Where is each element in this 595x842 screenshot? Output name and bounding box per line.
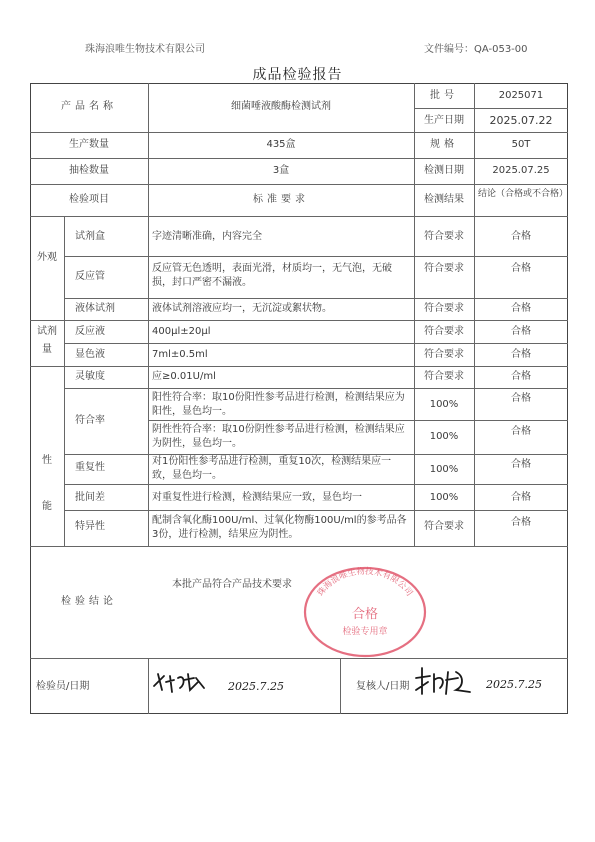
spec-value: 50T xyxy=(511,139,531,150)
production-date-value: 2025.07.22 xyxy=(489,114,553,127)
row-std-tube: 反应管无色透明，表面光滑，材质均一，无气泡，无破损，封口严密不漏液。 xyxy=(152,263,392,288)
group-performance-label: 性能 xyxy=(42,455,52,512)
stamp-line1: 合格 xyxy=(351,607,379,622)
reviewer-date: 2025.7.25 xyxy=(486,678,542,691)
row-item-kit: 试剂盒 xyxy=(75,231,105,242)
row-conclusion-batch-difference: 合格 xyxy=(511,492,531,503)
row-item-sensitivity: 灵敏度 xyxy=(75,371,105,382)
row-std-repeatability: 对1份阳性参考品进行检测，重复10次，检测结果应一致，显色均一。 xyxy=(152,456,392,481)
svg-text:珠海浪唯生物技术有限公司 xyxy=(315,566,414,599)
product-name-label: 产品名称 xyxy=(61,101,117,112)
row-result-liquid: 符合要求 xyxy=(424,303,464,314)
batch-value: 2025071 xyxy=(498,90,544,101)
items-header-conclusion: 结论（合格或不合格） xyxy=(478,189,569,199)
conclusion-label: 检验结论 xyxy=(61,596,117,607)
stamp-line2: 检验专用章 xyxy=(342,627,388,637)
row-result-specificity: 符合要求 xyxy=(424,521,464,532)
row-result-kit: 符合要求 xyxy=(424,231,464,242)
test-date-label: 检测日期 xyxy=(424,165,464,176)
row-std-kit: 字迹清晰准确，内容完全 xyxy=(152,231,262,242)
row-std-reaction-liquid: 400μl±20μl xyxy=(152,326,211,337)
row-conclusion-tube: 合格 xyxy=(511,263,531,274)
group-appearance-label: 外观 xyxy=(37,252,57,263)
row-result-negative-concordance: 100% xyxy=(429,431,459,442)
row-std-batch-difference: 对重复性进行检测，检测结果应一致，显色均一 xyxy=(152,492,362,503)
row-conclusion-positive-concordance: 合格 xyxy=(511,393,531,404)
row-item-batch-difference: 批间差 xyxy=(75,492,105,503)
items-header-result: 检测结果 xyxy=(424,194,464,205)
items-header-item: 检验项目 xyxy=(69,194,109,205)
inspector-label: 检验员/日期 xyxy=(36,681,90,692)
row-result-tube: 符合要求 xyxy=(424,263,464,274)
row-item-chromogenic: 显色液 xyxy=(75,349,105,360)
inspection-stamp xyxy=(300,560,430,660)
conclusion-text: 本批产品符合产品技术要求 xyxy=(172,579,292,590)
row-conclusion-chromogenic: 合格 xyxy=(511,349,531,360)
sample-qty-label: 抽检数量 xyxy=(69,165,109,176)
row-result-chromogenic: 符合要求 xyxy=(424,349,464,360)
inspector-date: 2025.7.25 xyxy=(228,680,284,693)
stamp-outer-text: 珠海浪唯生物技术有限公司 xyxy=(315,566,415,599)
row-item-liquid: 液体试剂 xyxy=(75,303,115,314)
production-date-label: 生产日期 xyxy=(424,115,464,126)
production-qty-value: 435盒 xyxy=(266,139,296,150)
sample-qty-value: 3盒 xyxy=(272,165,290,176)
report-title: 成品检验报告 xyxy=(252,67,343,83)
batch-label: 批号 xyxy=(430,90,458,101)
row-std-negative-concordance: 阴性性符合率：取10份阴性参考品进行检测，检测结果应为阴性，显色均一。 xyxy=(152,424,405,449)
row-item-reaction-liquid: 反应液 xyxy=(75,326,105,337)
row-conclusion-negative-concordance: 合格 xyxy=(511,426,531,437)
row-conclusion-liquid: 合格 xyxy=(511,303,531,314)
row-std-chromogenic: 7ml±0.5ml xyxy=(152,349,208,360)
production-qty-label: 生产数量 xyxy=(69,139,109,150)
reviewer-label: 复核人/日期 xyxy=(356,681,410,692)
row-conclusion-sensitivity: 合格 xyxy=(511,371,531,382)
test-date-value: 2025.07.25 xyxy=(492,165,550,176)
row-result-repeatability: 100% xyxy=(429,464,459,475)
group-reagent-label: 试剂量 xyxy=(37,326,57,355)
company-name: 珠海浪唯生物技术有限公司 xyxy=(85,44,205,55)
row-std-liquid: 液体试剂溶液应均一，无沉淀或絮状物。 xyxy=(152,303,332,314)
row-std-positive-concordance: 阳性符合率：取10份阳性参考品进行检测，检测结果应为阳性，显色均一。 xyxy=(152,392,405,417)
row-conclusion-specificity: 合格 xyxy=(511,517,531,528)
file-number: 文件编号：QA-053-00 xyxy=(424,44,528,55)
row-result-reaction-liquid: 符合要求 xyxy=(424,326,464,337)
reviewer-signature xyxy=(412,664,482,698)
row-item-repeatability: 重复性 xyxy=(75,462,105,473)
row-std-specificity: 配制含氧化酶100U/ml、过氧化物酶100U/ml的参考品各3份，进行检测，结果应为阴性。 xyxy=(152,515,407,540)
product-name-value: 细菌唾液酸酶检测试剂 xyxy=(231,101,331,112)
row-item-concordance: 符合率 xyxy=(75,415,105,426)
spec-label: 规格 xyxy=(430,139,458,150)
row-conclusion-reaction-liquid: 合格 xyxy=(511,326,531,337)
row-item-specificity: 特异性 xyxy=(75,521,105,532)
row-conclusion-kit: 合格 xyxy=(511,231,531,242)
row-std-sensitivity: 应≥0.01U/ml xyxy=(152,371,216,382)
row-item-tube: 反应管 xyxy=(75,271,105,282)
items-header-standard: 标准要求 xyxy=(253,194,309,205)
row-result-batch-difference: 100% xyxy=(429,492,459,503)
row-conclusion-repeatability: 合格 xyxy=(511,459,531,470)
row-result-positive-concordance: 100% xyxy=(429,399,459,410)
inspector-signature xyxy=(150,668,210,696)
row-result-sensitivity: 符合要求 xyxy=(424,371,464,382)
